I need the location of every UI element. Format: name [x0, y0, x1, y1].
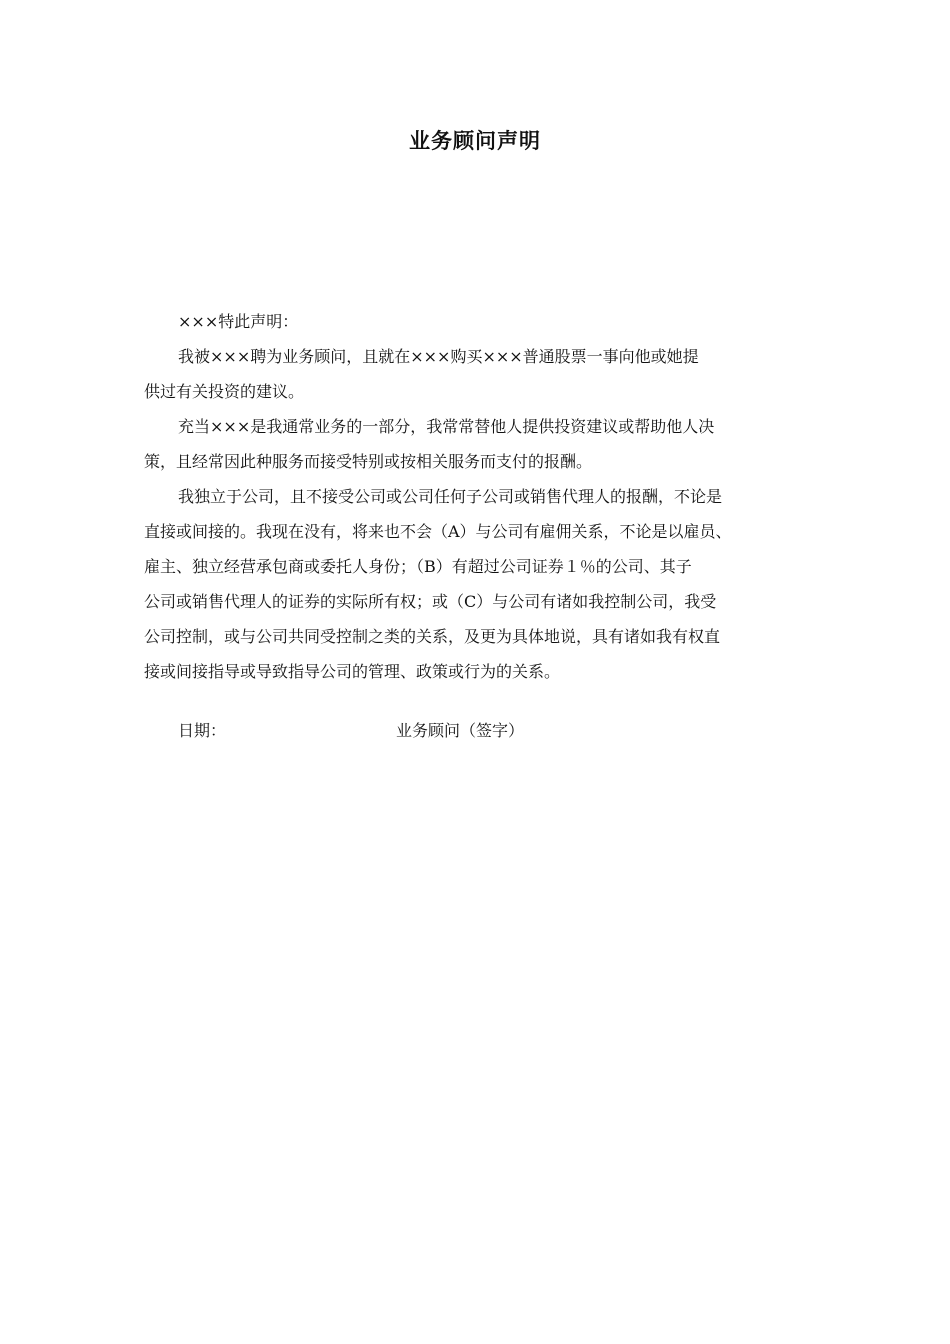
- paragraph-3-line-5: 公司控制，或与公司共同受控制之类的关系，及更为具体地说，具有诸如我有权直: [144, 627, 721, 646]
- signature-row: [144, 716, 754, 746]
- paragraph-3-line-2: 直接或间接的。我现在没有，将来也不会（A）与公司有雇佣关系，不论是以雇员、: [144, 522, 732, 541]
- declaration-body: [144, 304, 754, 689]
- document-title: 业务顾问声明: [409, 129, 541, 153]
- paragraph-3-line-3: 雇主、独立经营承包商或委托人身份；（B）有超过公司证券１％的公司、其子: [144, 557, 692, 576]
- paragraph-1-line-2: 供过有关投资的建议。: [144, 382, 305, 401]
- advisor-signature-label: 业务顾问（签字）: [396, 721, 525, 740]
- paragraph-2-line-1: 充当×××是我通常业务的一部分，我常常替他人提供投资建议或帮助他人决: [178, 417, 715, 436]
- date-label: 日期：: [178, 721, 227, 740]
- paragraph-2-line-2: 策，且经常因此种服务而接受特别或按相关服务而支付的报酬。: [144, 452, 593, 471]
- paragraph-1-line-1: 我被×××聘为业务顾问，且就在×××购买×××普通股票一事向他或她提: [178, 347, 699, 366]
- paragraph-3-line-6: 接或间接指导或导致指导公司的管理、政策或行为的关系。: [144, 662, 561, 681]
- declaration-opening: ×××特此声明：: [178, 312, 299, 331]
- paragraph-3-line-1: 我独立于公司，且不接受公司或公司任何子公司或销售代理人的报酬，不论是: [178, 487, 723, 506]
- paragraph-3-line-4: 公司或销售代理人的证券的实际所有权；或（C）与公司有诸如我控制公司，我受: [144, 592, 717, 611]
